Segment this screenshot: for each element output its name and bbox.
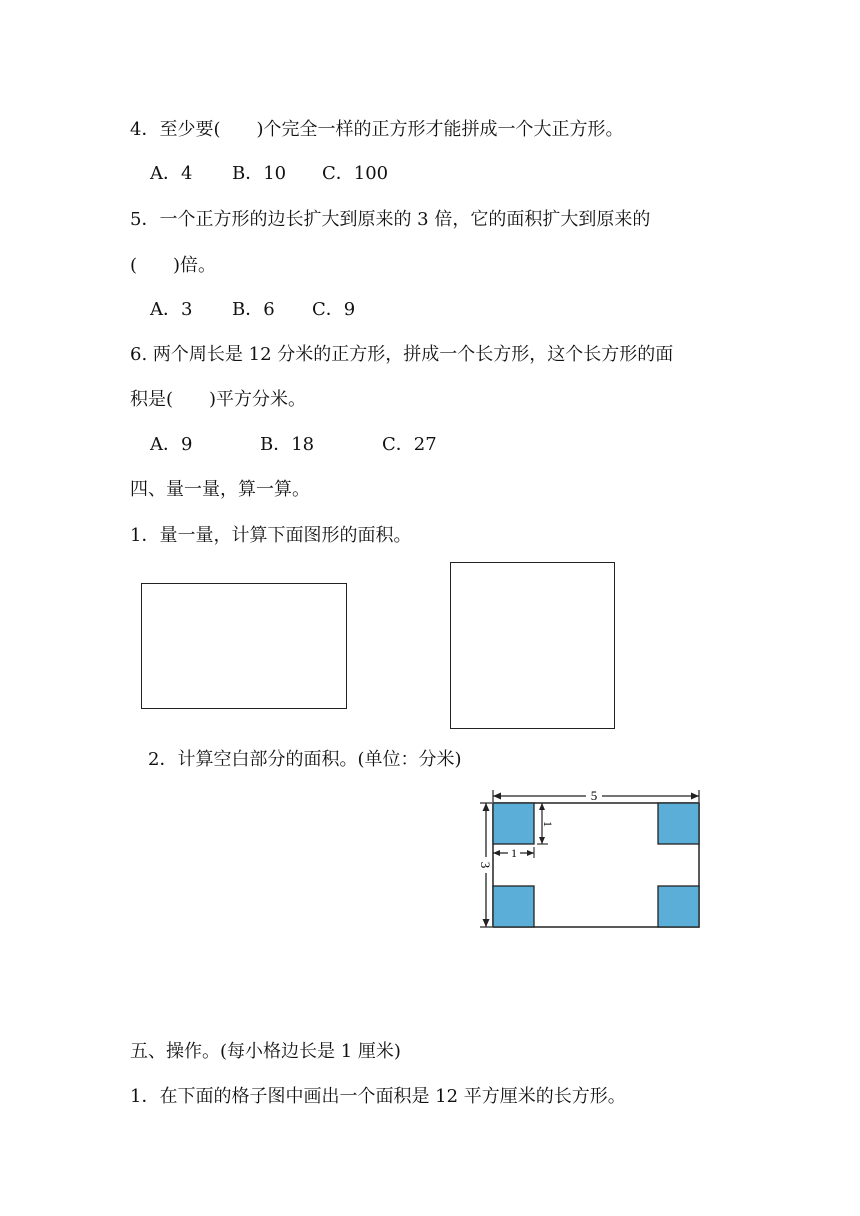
- q5-stem-line2: ( )倍。: [130, 255, 217, 276]
- corner-square-top-right: [658, 803, 699, 844]
- section4-title: 四、量一量，算一算。: [130, 479, 310, 500]
- q4-option-a: A．4: [150, 163, 193, 184]
- figure-square-horizontal-label: 1: [511, 846, 517, 860]
- section5-q1: 1．在下面的格子图中画出一个面积是 12 平方厘米的长方形。: [130, 1086, 626, 1107]
- figure-square-vertical-label: 1: [541, 821, 555, 827]
- q4-stem: 4．至少要( )个完全一样的正方形才能拼成一个大正方形。: [130, 119, 624, 140]
- corner-square-top-left: [493, 803, 534, 844]
- section4-q2: 2．计算空白部分的面积。(单位：分米): [148, 749, 462, 770]
- measure-square: [450, 562, 615, 729]
- q5-option-c: C．9: [312, 299, 356, 320]
- q6-stem-line1: 6. 两个周长是 12 分米的正方形，拼成一个长方形，这个长方形的面: [130, 344, 674, 365]
- q5-stem-line1: 5．一个正方形的边长扩大到原来的 3 倍，它的面积扩大到原来的: [130, 209, 651, 230]
- q4-option-c: C．100: [322, 163, 389, 184]
- corner-square-bottom-left: [493, 886, 534, 927]
- section5-title: 五、操作。(每小格边长是 1 厘米): [130, 1041, 401, 1062]
- figure-height-label: 3: [478, 861, 493, 869]
- figure-width-label: 5: [590, 788, 598, 803]
- q6-option-c: C．27: [382, 434, 437, 455]
- q6-option-b: B．18: [260, 434, 315, 455]
- q6-option-a: A．9: [150, 434, 193, 455]
- measure-rectangle: [141, 583, 347, 709]
- q4-option-b: B．10: [232, 163, 287, 184]
- q5-option-b: B．6: [232, 299, 275, 320]
- blank-area-figure: [476, 786, 716, 936]
- corner-square-bottom-right: [658, 886, 699, 927]
- section4-q1: 1．量一量，计算下面图形的面积。: [130, 525, 412, 546]
- q6-stem-line2: 积是( )平方分米。: [130, 389, 307, 410]
- q5-option-a: A．3: [150, 299, 193, 320]
